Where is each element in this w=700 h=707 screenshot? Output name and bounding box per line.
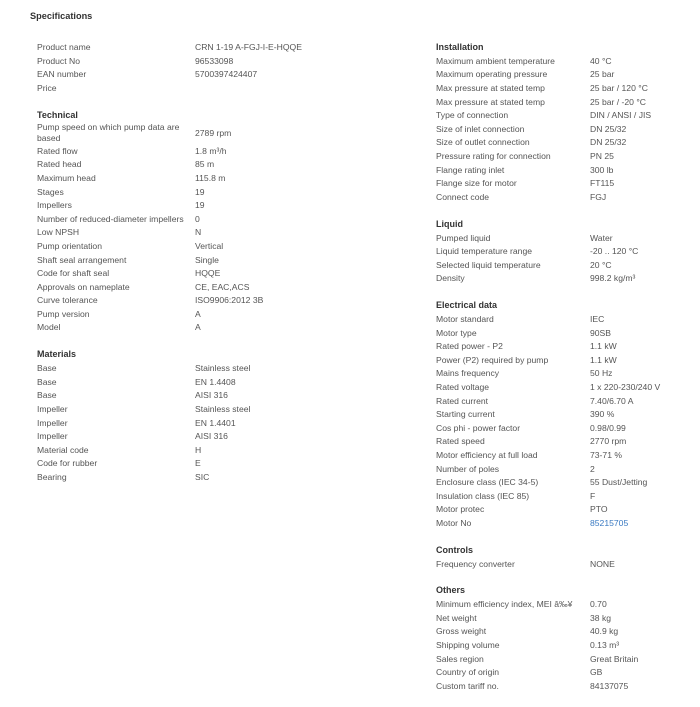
spec-label: Rated current <box>436 395 489 406</box>
spec-label: Liquid temperature range <box>436 246 533 257</box>
section-electrical-data <box>436 299 686 530</box>
spec-label: Motor No <box>436 517 472 528</box>
spec-row <box>436 639 686 653</box>
spec-value: ISO9906:2012 3B <box>195 295 264 306</box>
section-title: Installation <box>436 42 484 52</box>
section-general <box>37 41 337 95</box>
spec-row <box>37 55 337 69</box>
spec-value: 19 <box>195 186 205 197</box>
spec-label: Net weight <box>436 612 477 623</box>
spec-row <box>436 612 686 626</box>
spec-value: 38 kg <box>590 612 612 623</box>
spec-label: Code for shaft seal <box>37 268 110 279</box>
spec-label: Pump orientation <box>37 240 102 251</box>
spec-row <box>37 389 337 403</box>
spec-row <box>436 381 686 395</box>
spec-row <box>37 144 337 158</box>
section-others <box>436 584 686 693</box>
spec-label: Motor standard <box>436 313 494 324</box>
spec-value: 1.8 m³/h <box>195 145 227 156</box>
spec-row <box>37 212 337 226</box>
spec-row <box>37 375 337 389</box>
spec-row <box>37 199 337 213</box>
spec-row <box>436 625 686 639</box>
spec-value: 25 bar <box>590 69 615 80</box>
spec-row <box>436 177 686 191</box>
spec-label: Shaft seal arrangement <box>37 254 127 265</box>
spec-row <box>436 680 686 694</box>
spec-row <box>37 430 337 444</box>
spec-row <box>37 308 337 322</box>
spec-row <box>37 321 337 335</box>
spec-value: 998.2 kg/m³ <box>590 273 636 284</box>
spec-value: Great Britain <box>590 653 639 664</box>
spec-row <box>436 55 686 69</box>
section-liquid <box>436 218 686 286</box>
spec-row <box>436 435 686 449</box>
spec-value: 0.98/0.99 <box>590 422 626 433</box>
spec-row <box>436 109 686 123</box>
spec-label: Motor efficiency at full load <box>436 449 538 460</box>
spec-label: Rated head <box>37 159 82 170</box>
spec-value: Stainless steel <box>195 363 251 374</box>
spec-label: Gross weight <box>436 626 487 637</box>
spec-label: Curve tolerance <box>37 295 98 306</box>
spec-value: F <box>590 490 596 501</box>
spec-row <box>37 122 337 144</box>
spec-value: 2789 rpm <box>195 127 232 138</box>
section-title: Others <box>436 585 466 596</box>
spec-value: 73-71 % <box>590 449 623 460</box>
spec-label: Impeller <box>37 403 68 414</box>
spec-label: Insulation class (IEC 85) <box>436 490 530 501</box>
spec-value: -20 .. 120 °C <box>590 246 639 257</box>
spec-row <box>37 253 337 267</box>
spec-row <box>436 476 686 490</box>
spec-value: 25 bar / 120 °C <box>590 83 648 94</box>
spec-value: AISI 316 <box>195 431 228 442</box>
spec-label: Price <box>37 83 57 94</box>
spec-label: Motor type <box>436 327 477 338</box>
spec-label: Maximum ambient temperature <box>436 55 555 66</box>
left-column <box>37 41 337 498</box>
spec-label: Flange size for motor <box>436 178 517 189</box>
spec-value: PN 25 <box>590 151 614 162</box>
spec-label: Size of inlet connection <box>436 123 525 134</box>
spec-row <box>37 267 337 281</box>
spec-label: EAN number <box>37 69 87 80</box>
spec-label: Pump speed on which pump data are based <box>37 122 180 144</box>
spec-label: Selected liquid temperature <box>436 259 541 270</box>
spec-row <box>37 82 337 96</box>
spec-value: 84137075 <box>590 680 629 691</box>
spec-value: 40.9 kg <box>590 626 619 637</box>
spec-label: Maximum head <box>37 172 96 183</box>
spec-value: 1 x 220-230/240 V <box>590 381 661 392</box>
spec-row <box>436 394 686 408</box>
spec-label: Pump version <box>37 308 90 319</box>
spec-label: Maximum operating pressure <box>436 69 548 80</box>
spec-value: 40 °C <box>590 55 612 66</box>
right-column <box>436 41 686 707</box>
spec-row <box>436 191 686 205</box>
spec-value: 55 Dust/Jetting <box>590 477 648 488</box>
spec-value: AISI 316 <box>195 390 228 401</box>
spec-value: 19 <box>195 200 205 211</box>
spec-label: Minimum efficiency index, MEI â‰¥ <box>436 599 573 610</box>
spec-row <box>436 598 686 612</box>
spec-value: 0.70 <box>590 599 607 610</box>
spec-label: Rated speed <box>436 436 485 447</box>
spec-value: 5700397424407 <box>195 69 258 80</box>
spec-label: Number of reduced-diameter impellers <box>37 213 184 224</box>
spec-row <box>436 517 686 531</box>
spec-value: 96533098 <box>195 55 234 66</box>
spec-value: 0 <box>195 213 200 224</box>
spec-label: Shipping volume <box>436 640 500 651</box>
section-title: Electrical data <box>436 300 498 311</box>
spec-value: Water <box>590 232 613 243</box>
spec-row <box>436 68 686 82</box>
spec-label: Material code <box>37 444 89 455</box>
spec-label: Rated flow <box>37 145 78 156</box>
spec-row <box>436 367 686 381</box>
spec-label: Base <box>37 363 57 374</box>
spec-value: Vertical <box>195 240 224 251</box>
spec-label: Model <box>37 322 61 333</box>
spec-row <box>436 340 686 354</box>
spec-value: Single <box>195 254 219 265</box>
spec-row <box>436 272 686 286</box>
spec-row <box>436 95 686 109</box>
spec-value: IEC <box>590 313 605 324</box>
section-materials <box>37 348 337 484</box>
spec-row <box>436 449 686 463</box>
spec-value: N <box>195 227 202 238</box>
page-title: Specifications <box>30 11 93 21</box>
spec-row <box>436 245 686 259</box>
spec-value: Stainless steel <box>195 403 251 414</box>
spec-row <box>37 443 337 457</box>
spec-value: DN 25/32 <box>590 137 627 148</box>
spec-value: 1.1 kW <box>590 341 617 352</box>
spec-row <box>37 68 337 82</box>
spec-label: Code for rubber <box>37 458 98 469</box>
spec-label: Size of outlet connection <box>436 137 530 148</box>
section-installation <box>436 41 686 204</box>
spec-row <box>37 158 337 172</box>
spec-value: CRN 1-19 A-FGJ-I-E-HQQE <box>195 42 302 53</box>
spec-value: 0.13 m³ <box>590 640 620 651</box>
spec-row <box>37 41 337 55</box>
spec-label: Pumped liquid <box>436 232 491 243</box>
section-technical <box>37 109 337 335</box>
spec-row <box>37 362 337 376</box>
spec-label: Number of poles <box>436 463 500 474</box>
spec-row <box>436 503 686 517</box>
spec-value: A <box>195 308 201 319</box>
spec-label: Base <box>37 376 57 387</box>
spec-label: Mains frequency <box>436 368 500 379</box>
spec-label: Rated voltage <box>436 381 490 392</box>
spec-row <box>37 172 337 186</box>
spec-label: Custom tariff no. <box>436 680 499 691</box>
spec-label: Max pressure at stated temp <box>436 96 545 107</box>
spec-value: PTO <box>590 504 608 515</box>
spec-label: Flange rating inlet <box>436 164 505 175</box>
spec-value: 90SB <box>590 327 612 338</box>
spec-label: Product name <box>37 42 91 53</box>
spec-value: H <box>195 444 202 455</box>
spec-row <box>436 489 686 503</box>
spec-value: HQQE <box>195 268 221 279</box>
section-title: Technical <box>37 109 78 120</box>
spec-value: 20 °C <box>590 259 612 270</box>
spec-row <box>436 258 686 272</box>
section-controls <box>436 544 686 571</box>
spec-label: Sales region <box>436 653 484 664</box>
spec-label: Max pressure at stated temp <box>436 83 545 94</box>
spec-row <box>436 421 686 435</box>
spec-value: EN 1.4401 <box>195 417 236 428</box>
spec-row <box>37 416 337 430</box>
spec-label: Impellers <box>37 200 72 211</box>
spec-row <box>37 403 337 417</box>
spec-label: Country of origin <box>436 667 500 678</box>
spec-label: Base <box>37 390 57 401</box>
spec-row <box>436 666 686 680</box>
spec-label: Density <box>436 273 465 284</box>
spec-value: 7.40/6.70 A <box>590 395 634 406</box>
spec-label: Impeller <box>37 417 68 428</box>
spec-label: Bearing <box>37 471 67 482</box>
spec-value: FGJ <box>590 191 607 202</box>
spec-value-link[interactable]: 85215705 <box>590 517 629 528</box>
spec-label: Product No <box>37 55 80 66</box>
spec-value: NONE <box>590 558 615 569</box>
section-title: Controls <box>436 544 473 555</box>
spec-value: DN 25/32 <box>590 123 627 134</box>
spec-label: Motor protec <box>436 504 485 515</box>
section-title: Materials <box>37 349 77 360</box>
spec-value: 25 bar / -20 °C <box>590 96 646 107</box>
spec-row <box>436 136 686 150</box>
spec-value: EN 1.4408 <box>195 376 236 387</box>
spec-row <box>436 326 686 340</box>
spec-label: Frequency converter <box>436 558 515 569</box>
spec-label: Stages <box>37 186 64 197</box>
spec-label: Starting current <box>436 409 495 420</box>
spec-row <box>436 313 686 327</box>
spec-value: CE, EAC,ACS <box>195 281 250 292</box>
spec-row <box>436 231 686 245</box>
spec-label: Low NPSH <box>37 227 80 238</box>
spec-row <box>37 240 337 254</box>
spec-row <box>37 457 337 471</box>
spec-row <box>37 185 337 199</box>
spec-row <box>37 280 337 294</box>
spec-label: Approvals on nameplate <box>37 281 130 292</box>
spec-value: SIC <box>195 471 210 482</box>
spec-value: DIN / ANSI / JIS <box>590 110 652 121</box>
spec-label: Type of connection <box>436 110 509 121</box>
spec-row <box>436 150 686 164</box>
spec-row <box>436 462 686 476</box>
spec-value: GB <box>590 667 603 678</box>
section-title: Liquid <box>436 218 463 229</box>
spec-row <box>436 408 686 422</box>
spec-row <box>436 163 686 177</box>
spec-value: 2770 rpm <box>590 436 627 447</box>
spec-value: 300 lb <box>590 164 614 175</box>
spec-value: E <box>195 458 201 469</box>
spec-row <box>436 353 686 367</box>
spec-value: 1.1 kW <box>590 354 617 365</box>
spec-label: Rated power - P2 <box>436 341 503 352</box>
spec-value: 50 Hz <box>590 368 613 379</box>
spec-label: Enclosure class (IEC 34-5) <box>436 477 539 488</box>
spec-row <box>37 226 337 240</box>
spec-value: 115.8 m <box>195 172 226 183</box>
spec-row <box>436 82 686 96</box>
spec-row <box>436 123 686 137</box>
spec-row <box>37 471 337 485</box>
spec-label: Power (P2) required by pump <box>436 354 549 365</box>
spec-label: Pressure rating for connection <box>436 151 551 162</box>
spec-row <box>436 652 686 666</box>
spec-value: A <box>195 322 201 333</box>
spec-label: Cos phi - power factor <box>436 422 521 433</box>
spec-value: 85 m <box>195 159 215 170</box>
spec-label: Connect code <box>436 191 490 202</box>
spec-label: Impeller <box>37 431 68 442</box>
spec-value: 2 <box>590 463 595 474</box>
spec-row <box>37 294 337 308</box>
spec-value: FT115 <box>590 178 615 189</box>
spec-value: 390 % <box>590 409 615 420</box>
spec-row <box>436 557 686 571</box>
